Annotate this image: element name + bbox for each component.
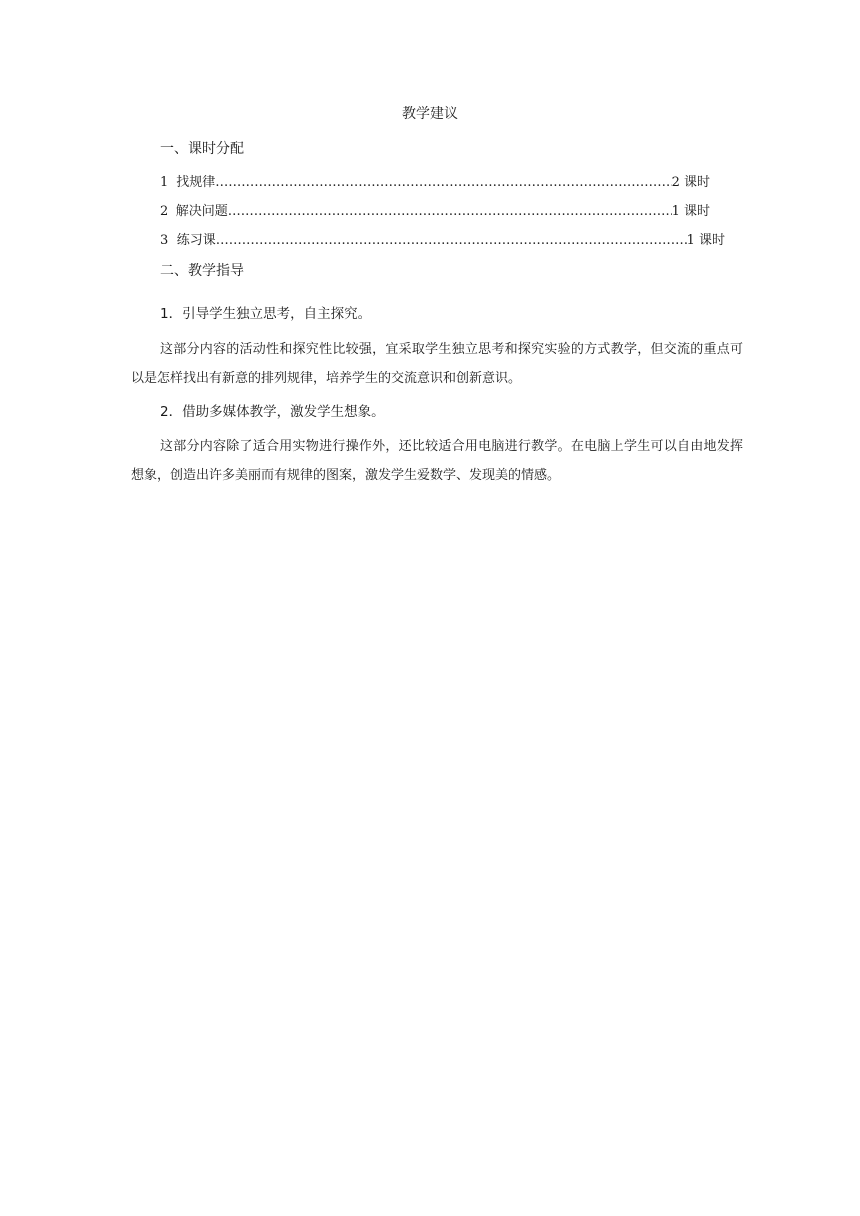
subheading-multimedia-teaching: 2．借助多媒体教学，激发学生想象。 [160, 404, 385, 420]
toc-item-hours: 1 课时 [671, 204, 710, 219]
toc-leader-dots [228, 203, 672, 221]
section-heading-lesson-allocation: 一、课时分配 [160, 141, 244, 157]
document-title: 教学建议 [402, 106, 458, 122]
toc-leader-dots [215, 174, 671, 192]
toc-item-number: 3 [160, 233, 169, 248]
toc-item-2 [160, 203, 710, 221]
toc-item-3 [160, 232, 725, 250]
toc-item-label: 找规律 [176, 175, 216, 190]
toc-item-number: 1 [160, 175, 169, 190]
toc-item-label: 练习课 [176, 233, 216, 248]
paragraph-independent-thinking: 这部分内容的活动性和探究性比较强，宜采取学生独立思考和探究实验的方式教学，但交流的重点可以是怎样找出有新意的排列规律，培养学生的交流意识和创新意识。 [131, 342, 743, 386]
section-heading-teaching-guidance: 二、教学指导 [160, 263, 244, 279]
subheading-independent-thinking: 1．引导学生独立思考，自主探究。 [160, 306, 372, 322]
toc-item-hours: 2 课时 [671, 175, 710, 190]
toc-item-hours: 1 课时 [686, 233, 725, 248]
toc-item-1 [160, 174, 710, 192]
toc-item-label: 解决问题 [175, 204, 228, 219]
paragraph-multimedia-teaching: 这部分内容除了适合用实物进行操作外，还比较适合用电脑进行教学。在电脑上学生可以自由地发挥想象，创造出许多美丽而有规律的图案，激发学生爱数学、发现美的情感。 [131, 439, 743, 483]
toc-leader-dots [216, 232, 687, 250]
toc-item-number: 2 [160, 204, 169, 219]
